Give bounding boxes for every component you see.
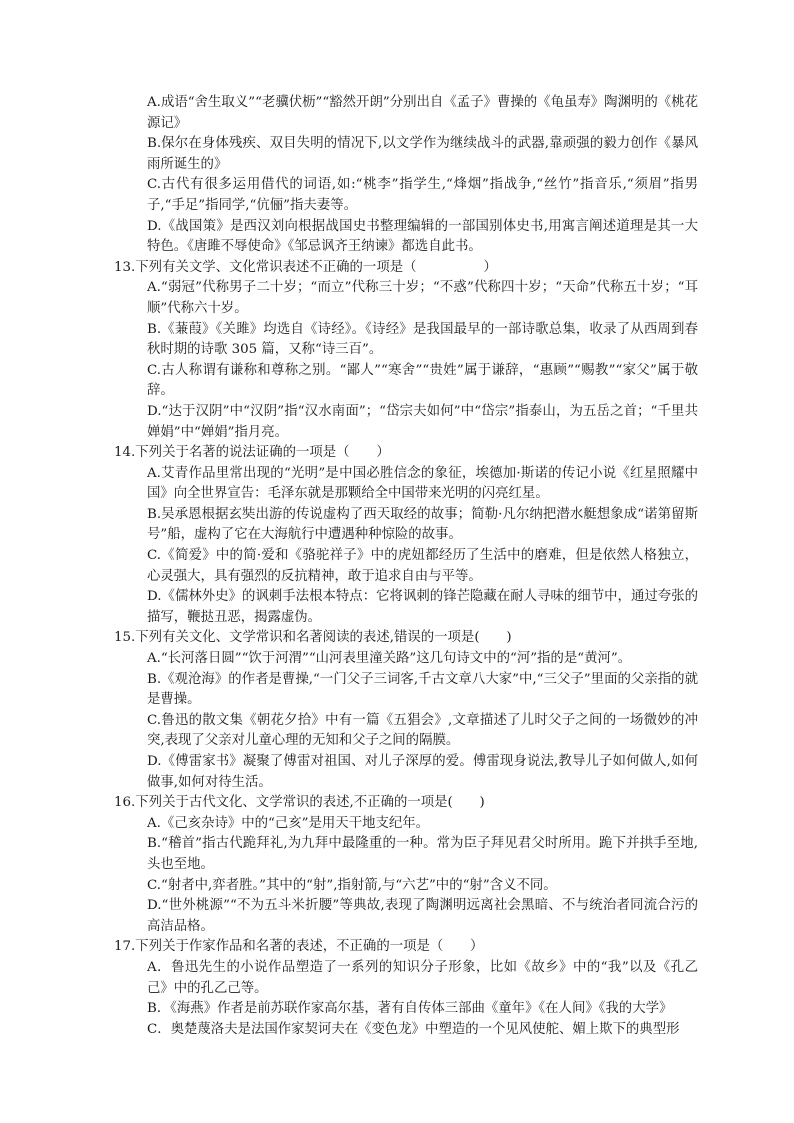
question-14	[114, 443, 698, 628]
option-d: D.《战国策》是西汉刘向根据战国史书整理编辑的一部国别体史书,用寓言阐述道理是其一大特色。《唐雎不辱使命》《邹忌讽齐王纳谏》都选自此书。	[147, 218, 698, 255]
question-stem: 14.下列关于名著的说法证确的一项是（ ）	[114, 445, 390, 461]
question-stem: 15.下列有关文化、文学常识和名著阅读的表述,错误的一项是( )	[114, 630, 512, 646]
question-13	[114, 258, 698, 443]
question-stem: 16.下列关于古代文化、文学常识的表述,不正确的一项是( )	[114, 795, 485, 811]
option-a: A.成语“舍生取义”“老骥伏枥”“豁然开朗”分别出自《孟子》曹操的《龟虽寿》陶渊明的《桃花源记》	[147, 95, 698, 131]
option-b: B.《观沧海》的作者是曹操,“一门父子三词客,千古文章八大家”中,“三父子”里面的父亲指的就是曹操。	[147, 671, 698, 708]
option-d: D.《儒林外史》的讽刺手法根本特点：它将讽刺的锋芒隐藏在耐人寻味的细节中，通过夸张的描写，鞭挞丑恶，揭露虚伪。	[147, 589, 698, 625]
option-a: A．鲁迅先生的小说作品塑造了一系列的知识分子形象，比如《故乡》中的“我”以及《孔乙己》中的孔乙己等。	[147, 959, 698, 996]
option-a: A.艾青作品里常出现的“光明”是中国必胜信念的象征，埃德加·斯诺的传记小说《红星照耀中国》向全世界宣告：毛泽东就是那颗给全中国带来光明的闪亮红星。	[147, 465, 698, 502]
option-b: B.吴承恩根据玄奘出游的传说虚构了西天取经的故事；简勒·凡尔纳把潜水艇想象成“诺第留斯号”船，虚构了它在大海航行中遭遇种种惊险的故事。	[147, 506, 698, 543]
option-c: C.古人称谓有谦称和尊称之别。“鄙人”“寒舍”“贵姓”属于谦辞，“惠顾”“赐教”“家父”属于敬辞。	[147, 362, 698, 399]
option-d: D.“达于汉阴”中“汉阴”指“汉水南面”；“岱宗夫如何”中“岱宗”指泰山，为五岳之首；“千里共婵娟”中“婵娟”指月亮。	[147, 403, 698, 440]
option-a: A.《己亥杂诗》中的“己亥”是用天干地支纪年。	[147, 815, 430, 831]
question-16	[114, 793, 698, 937]
option-a: A.“弱冠”代称男子二十岁；“而立”代称三十岁；“不惑”代称四十岁；“天命”代称五十岁；“耳顺”代称六十岁。	[147, 280, 698, 316]
option-b: B.“稽首”指古代跪拜礼,为九拜中最隆重的一种。常为臣子拜见君父时所用。跪下并拱手至地,头也至地。	[147, 836, 698, 872]
option-b: B．《海燕》作者是前苏联作家高尔基，著有自传体三部曲《童年》《在人间》《我的大学》	[147, 1001, 673, 1017]
exam-page	[114, 93, 698, 1040]
option-c: C.古代有很多运用借代的词语,如:“桃李”指学生,“烽烟”指战争,“丝竹”指音乐,“须眉”指男子,“手足”指同学,“伉俪”指夫妻等。	[147, 177, 698, 213]
option-d: D.《傅雷家书》凝聚了傅雷对祖国、对儿子深厚的爱。傅雷现身说法,教导儿子如何做人,如何做事,如何对待生活。	[147, 754, 698, 790]
question-stem: 13.下列有关文学、文化常识表述不正确的一项是（ ）	[114, 259, 497, 275]
option-c: C.《简爱》中的简·爱和《骆驼祥子》中的虎妞都经历了生活中的磨难，但是依然人格独立，心灵强大，具有强烈的反抗精神，敢于追求自由与平等。	[147, 548, 698, 584]
question-stem: 17.下列关于作家作品和名著的表述，不正确的一项是（ ）	[114, 939, 484, 955]
question-12-options	[122, 93, 698, 258]
option-c: C.“射者中,弈者胜。”其中的“射”,指射箭,与“六艺”中的“射”含义不同。	[147, 877, 557, 893]
option-c: C．奥楚蔑洛夫是法国作家契诃夫在《变色龙》中塑造的一个见风使舵、媚上欺下的典型形	[147, 1021, 680, 1037]
option-c: C.鲁迅的散文集《朝花夕拾》中有一篇《五猖会》,文章描述了儿时父子之间的一场微妙的冲突,表现了父亲对儿童心理的无知和父子之间的隔膜。	[147, 712, 698, 749]
option-a: A.“长河落日圆”“饮于河渭”“山河表里潼关路”这几句诗文中的“河”指的是“黄河”。	[147, 651, 632, 667]
option-d: D.“世外桃源”“不为五斗米折腰”等典故,表现了陶渊明远离社会黑暗、不与统治者同流合污的高洁品格。	[147, 898, 698, 934]
option-b: B.《蒹葭》《关雎》均选自《诗经》。《诗经》是我国最早的一部诗歌总集，收录了从西周到春秋时期的诗歌 305 篇，又称“诗三百”。	[147, 321, 698, 358]
question-15	[114, 628, 698, 793]
option-b: B.保尔在身体残疾、双目失明的情况下,以文学作为继续战斗的武器,靠顽强的毅力创作《暴风雨所诞生的》	[147, 136, 698, 172]
question-17	[114, 937, 698, 1040]
